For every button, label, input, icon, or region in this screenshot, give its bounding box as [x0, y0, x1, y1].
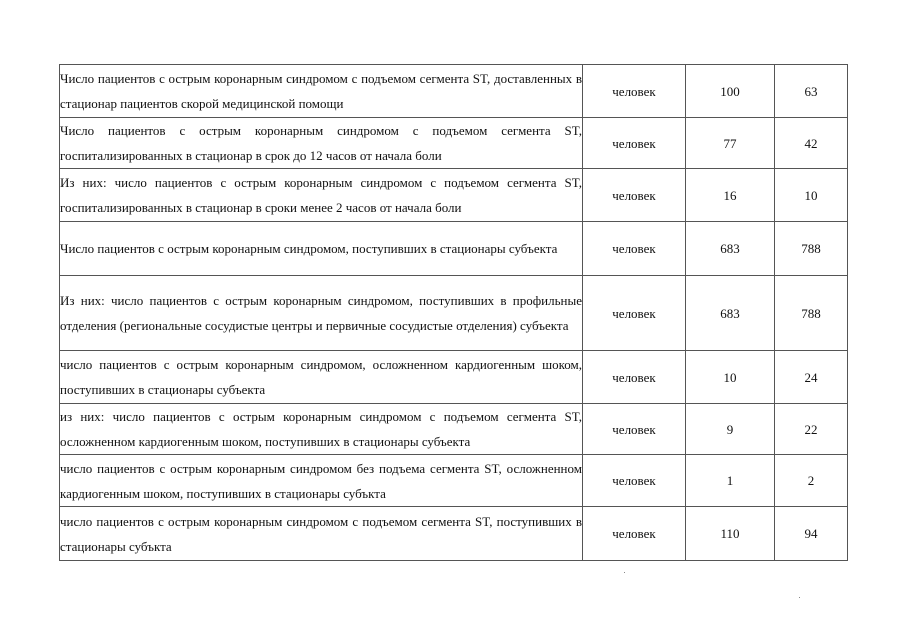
row-description: Число пациентов с острым коронарным синдромом, поступивших в стационары субъекта — [60, 222, 583, 276]
table-row — [60, 65, 848, 118]
row-unit: человек — [583, 276, 686, 351]
row-description: Из них: число пациентов с острым коронарным синдромом, поступивших в профильные отделения (региональные сосудистые центры и первичные сосудистые отделения) субъекта — [60, 276, 583, 351]
row-value-1: 10 — [686, 351, 775, 404]
row-value-1: 683 — [686, 222, 775, 276]
row-value-1: 16 — [686, 169, 775, 222]
row-value-1: 100 — [686, 65, 775, 118]
row-unit: человек — [583, 351, 686, 404]
row-value-2: 788 — [775, 222, 848, 276]
row-description: из них: число пациентов с острым коронарным синдромом с подъемом сегмента ST, осложненном кардиогенным шоком, поступивших в стационары субъекта — [60, 404, 583, 455]
row-unit: человек — [583, 118, 686, 169]
row-unit: человек — [583, 169, 686, 222]
row-value-2: 788 — [775, 276, 848, 351]
row-value-2: 10 — [775, 169, 848, 222]
row-value-2: 24 — [775, 351, 848, 404]
row-value-1: 683 — [686, 276, 775, 351]
row-value-2: 94 — [775, 507, 848, 561]
row-value-1: 9 — [686, 404, 775, 455]
row-description: число пациентов с острым коронарным синдромом без подъема сегмента ST, осложненном кардиогенным шоком, поступивших в стационары субъкта — [60, 455, 583, 507]
table-row — [60, 222, 848, 276]
row-description: Число пациентов с острым коронарным синдромом с подъемом сегмента ST, доставленных в стационар пациентов скорой медицинской помощи — [60, 65, 583, 118]
scan-speck — [624, 572, 625, 573]
scan-speck — [799, 597, 800, 598]
row-unit: человек — [583, 455, 686, 507]
row-description: Число пациентов с острым коронарным синдромом с подъемом сегмента ST, госпитализированных в стационар в срок до 12 часов от начала боли — [60, 118, 583, 169]
table-row — [60, 507, 848, 561]
table-row — [60, 455, 848, 507]
row-value-2: 63 — [775, 65, 848, 118]
table-row — [60, 118, 848, 169]
table-row — [60, 276, 848, 351]
row-value-1: 77 — [686, 118, 775, 169]
row-unit: человек — [583, 507, 686, 561]
table-row — [60, 404, 848, 455]
row-value-2: 42 — [775, 118, 848, 169]
row-value-2: 2 — [775, 455, 848, 507]
row-description: Из них: число пациентов с острым коронарным синдромом с подъемом сегмента ST, госпитализированных в стационар в сроки менее 2 часов от начала боли — [60, 169, 583, 222]
row-unit: человек — [583, 222, 686, 276]
row-description: число пациентов с острым коронарным синдромом с подъемом сегмента ST, поступивших в стационары субъкта — [60, 507, 583, 561]
row-unit: человек — [583, 404, 686, 455]
row-value-2: 22 — [775, 404, 848, 455]
table-row — [60, 351, 848, 404]
row-value-1: 1 — [686, 455, 775, 507]
row-description: число пациентов с острым коронарным синдромом, осложненном кардиогенным шоком, поступивших в стационары субъекта — [60, 351, 583, 404]
table-row — [60, 169, 848, 222]
statistics-table — [59, 64, 848, 561]
row-value-1: 110 — [686, 507, 775, 561]
row-unit: человек — [583, 65, 686, 118]
